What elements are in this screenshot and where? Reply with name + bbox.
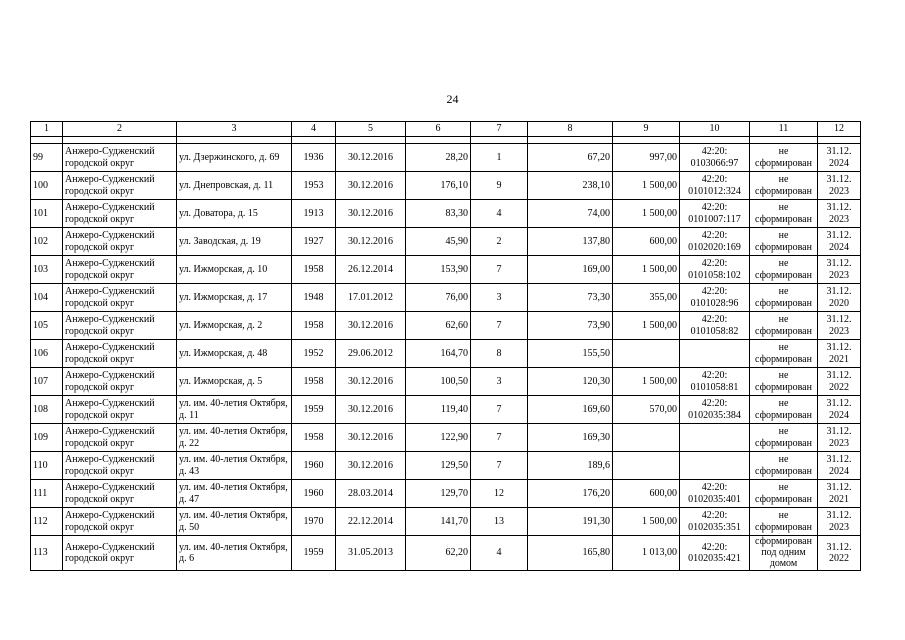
build-year-cell: 1958 [292, 424, 336, 452]
date-cell: 28.03.2014 [336, 480, 406, 508]
build-year-cell: 1936 [292, 144, 336, 172]
build-year-cell: 1952 [292, 340, 336, 368]
municipality-cell: Анжеро-Судженский городской округ [63, 424, 177, 452]
residents-cell: 12 [471, 480, 528, 508]
area-cell: 28,20 [406, 144, 471, 172]
area-cell: 76,00 [406, 284, 471, 312]
area-cell: 45,90 [406, 228, 471, 256]
row-number-cell: 103 [31, 256, 63, 284]
residents-cell: 4 [471, 536, 528, 571]
area-cell: 153,90 [406, 256, 471, 284]
spacer-cell [406, 137, 471, 144]
date-cell: 26.12.2014 [336, 256, 406, 284]
cadastral-number-cell [680, 452, 750, 480]
date-cell: 30.12.2016 [336, 368, 406, 396]
column-9-cell: 570,00 [613, 396, 680, 424]
municipality-cell: Анжеро-Судженский городской округ [63, 312, 177, 340]
spacer-cell [528, 137, 613, 144]
spacer-cell [818, 137, 861, 144]
table-row [31, 508, 861, 536]
table-row [31, 368, 861, 396]
table-row [31, 480, 861, 508]
area-cell: 100,50 [406, 368, 471, 396]
date-cell: 30.12.2016 [336, 312, 406, 340]
residents-cell: 3 [471, 368, 528, 396]
spacer-cell [336, 137, 406, 144]
column-9-cell: 600,00 [613, 228, 680, 256]
land-status-cell: не сформирован [750, 144, 818, 172]
municipality-cell: Анжеро-Судженский городской округ [63, 200, 177, 228]
address-cell: ул. им. 40-летия Октября, д. 6 [177, 536, 292, 571]
municipality-cell: Анжеро-Судженский городской округ [63, 396, 177, 424]
term-date-cell: 31.12. 2023 [818, 256, 861, 284]
residents-cell: 7 [471, 396, 528, 424]
build-year-cell: 1960 [292, 480, 336, 508]
column-number-cell: 11 [750, 122, 818, 137]
residents-cell: 9 [471, 172, 528, 200]
row-number-cell: 99 [31, 144, 63, 172]
spacer-cell [63, 137, 177, 144]
municipality-cell: Анжеро-Судженский городской округ [63, 368, 177, 396]
cadastral-number-cell: 42:20: 0103066:97 [680, 144, 750, 172]
land-status-cell: сформирован под одним домом [750, 536, 818, 571]
build-year-cell: 1958 [292, 312, 336, 340]
cadastral-number-cell [680, 340, 750, 368]
build-year-cell: 1913 [292, 200, 336, 228]
area-cell: 62,60 [406, 312, 471, 340]
cadastral-number-cell: 42:20: 0102020:169 [680, 228, 750, 256]
table-row [31, 200, 861, 228]
spacer-cell [177, 137, 292, 144]
address-cell: ул. им. 40-летия Октября, д. 22 [177, 424, 292, 452]
column-8-cell: 238,10 [528, 172, 613, 200]
address-cell: ул. Днепровская, д. 11 [177, 172, 292, 200]
row-number-cell: 109 [31, 424, 63, 452]
address-cell: ул. им. 40-летия Октября, д. 50 [177, 508, 292, 536]
land-status-cell: не сформирован [750, 452, 818, 480]
build-year-cell: 1953 [292, 172, 336, 200]
term-date-cell: 31.12. 2023 [818, 200, 861, 228]
column-9-cell: 1 500,00 [613, 256, 680, 284]
row-number-cell: 111 [31, 480, 63, 508]
residents-cell: 4 [471, 200, 528, 228]
date-cell: 30.12.2016 [336, 396, 406, 424]
area-cell: 119,40 [406, 396, 471, 424]
row-number-cell: 113 [31, 536, 63, 571]
column-9-cell [613, 424, 680, 452]
residents-cell: 3 [471, 284, 528, 312]
date-cell: 17.01.2012 [336, 284, 406, 312]
row-number-cell: 107 [31, 368, 63, 396]
term-date-cell: 31.12. 2022 [818, 536, 861, 571]
table-row [31, 452, 861, 480]
column-9-cell [613, 340, 680, 368]
column-9-cell: 1 500,00 [613, 172, 680, 200]
cadastral-number-cell: 42:20: 0102035:401 [680, 480, 750, 508]
column-8-cell: 120,30 [528, 368, 613, 396]
column-number-cell: 7 [471, 122, 528, 137]
term-date-cell: 31.12. 2021 [818, 480, 861, 508]
column-number-row [31, 122, 861, 137]
column-number-cell: 2 [63, 122, 177, 137]
municipality-cell: Анжеро-Судженский городской округ [63, 144, 177, 172]
spacer-cell [31, 137, 63, 144]
term-date-cell: 31.12. 2023 [818, 312, 861, 340]
build-year-cell: 1959 [292, 536, 336, 571]
municipality-cell: Анжеро-Судженский городской округ [63, 480, 177, 508]
date-cell: 30.12.2016 [336, 172, 406, 200]
row-number-cell: 112 [31, 508, 63, 536]
term-date-cell: 31.12. 2023 [818, 424, 861, 452]
land-status-cell: не сформирован [750, 256, 818, 284]
column-9-cell: 1 500,00 [613, 200, 680, 228]
cadastral-number-cell: 42:20: 0101028:96 [680, 284, 750, 312]
land-status-cell: не сформирован [750, 480, 818, 508]
spacer-cell [292, 137, 336, 144]
column-9-cell: 355,00 [613, 284, 680, 312]
residents-cell: 13 [471, 508, 528, 536]
term-date-cell: 31.12. 2022 [818, 368, 861, 396]
cadastral-number-cell: 42:20: 0102035:351 [680, 508, 750, 536]
column-8-cell: 137,80 [528, 228, 613, 256]
date-cell: 22.12.2014 [336, 508, 406, 536]
table-row [31, 396, 861, 424]
table-row [31, 340, 861, 368]
column-8-cell: 169,00 [528, 256, 613, 284]
land-status-cell: не сформирован [750, 228, 818, 256]
column-8-cell: 67,20 [528, 144, 613, 172]
cadastral-number-cell [680, 424, 750, 452]
column-number-cell: 4 [292, 122, 336, 137]
column-number-cell: 5 [336, 122, 406, 137]
date-cell: 30.12.2016 [336, 424, 406, 452]
column-8-cell: 74,00 [528, 200, 613, 228]
area-cell: 129,50 [406, 452, 471, 480]
cadastral-number-cell: 42:20: 0102035:421 [680, 536, 750, 571]
row-number-cell: 106 [31, 340, 63, 368]
area-cell: 141,70 [406, 508, 471, 536]
land-status-cell: не сформирован [750, 340, 818, 368]
residents-cell: 7 [471, 424, 528, 452]
municipality-cell: Анжеро-Судженский городской округ [63, 340, 177, 368]
municipality-cell: Анжеро-Судженский городской округ [63, 536, 177, 571]
spacer-cell [750, 137, 818, 144]
column-number-cell: 1 [31, 122, 63, 137]
area-cell: 164,70 [406, 340, 471, 368]
row-number-cell: 108 [31, 396, 63, 424]
residents-cell: 2 [471, 228, 528, 256]
table-row [31, 424, 861, 452]
table-row [31, 144, 861, 172]
table-row [31, 312, 861, 340]
spacer-cell [680, 137, 750, 144]
term-date-cell: 31.12. 2024 [818, 396, 861, 424]
row-number-cell: 110 [31, 452, 63, 480]
cadastral-number-cell: 42:20: 0101058:81 [680, 368, 750, 396]
term-date-cell: 31.12. 2024 [818, 228, 861, 256]
column-number-cell: 10 [680, 122, 750, 137]
column-8-cell: 169,30 [528, 424, 613, 452]
build-year-cell: 1927 [292, 228, 336, 256]
table-row [31, 284, 861, 312]
row-number-cell: 104 [31, 284, 63, 312]
housing-registry-table [30, 121, 861, 571]
column-9-cell: 600,00 [613, 480, 680, 508]
term-date-cell: 31.12. 2020 [818, 284, 861, 312]
table-row [31, 256, 861, 284]
address-cell: ул. им. 40-летия Октября, д. 11 [177, 396, 292, 424]
cadastral-number-cell: 42:20: 0101058:82 [680, 312, 750, 340]
municipality-cell: Анжеро-Судженский городской округ [63, 284, 177, 312]
residents-cell: 7 [471, 452, 528, 480]
area-cell: 83,30 [406, 200, 471, 228]
spacer-cell [613, 137, 680, 144]
column-8-cell: 73,30 [528, 284, 613, 312]
row-number-cell: 101 [31, 200, 63, 228]
build-year-cell: 1958 [292, 368, 336, 396]
term-date-cell: 31.12. 2021 [818, 340, 861, 368]
land-status-cell: не сформирован [750, 396, 818, 424]
row-number-cell: 105 [31, 312, 63, 340]
term-date-cell: 31.12. 2024 [818, 452, 861, 480]
address-cell: ул. Доватора, д. 15 [177, 200, 292, 228]
municipality-cell: Анжеро-Судженский городской округ [63, 452, 177, 480]
build-year-cell: 1948 [292, 284, 336, 312]
build-year-cell: 1959 [292, 396, 336, 424]
date-cell: 30.12.2016 [336, 228, 406, 256]
column-8-cell: 169,60 [528, 396, 613, 424]
column-number-cell: 3 [177, 122, 292, 137]
cadastral-number-cell: 42:20: 0102035:384 [680, 396, 750, 424]
column-number-cell: 8 [528, 122, 613, 137]
column-9-cell: 1 013,00 [613, 536, 680, 571]
residents-cell: 7 [471, 312, 528, 340]
date-cell: 30.12.2016 [336, 452, 406, 480]
column-9-cell: 997,00 [613, 144, 680, 172]
residents-cell: 1 [471, 144, 528, 172]
cadastral-number-cell: 42:20: 0101007:117 [680, 200, 750, 228]
cadastral-number-cell: 42:20: 0101012:324 [680, 172, 750, 200]
land-status-cell: не сформирован [750, 284, 818, 312]
address-cell: ул. им. 40-летия Октября, д. 47 [177, 480, 292, 508]
column-8-cell: 165,80 [528, 536, 613, 571]
table-row [31, 172, 861, 200]
build-year-cell: 1970 [292, 508, 336, 536]
address-cell: ул. им. 40-летия Октября, д. 43 [177, 452, 292, 480]
area-cell: 62,20 [406, 536, 471, 571]
header-spacer-row [31, 137, 861, 144]
land-status-cell: не сформирован [750, 200, 818, 228]
municipality-cell: Анжеро-Судженский городской округ [63, 256, 177, 284]
address-cell: ул. Ижморская, д. 2 [177, 312, 292, 340]
municipality-cell: Анжеро-Судженский городской округ [63, 508, 177, 536]
column-8-cell: 155,50 [528, 340, 613, 368]
column-8-cell: 176,20 [528, 480, 613, 508]
residents-cell: 7 [471, 256, 528, 284]
address-cell: ул. Дзержинского, д. 69 [177, 144, 292, 172]
date-cell: 29.06.2012 [336, 340, 406, 368]
page-number: 24 [446, 92, 459, 106]
column-9-cell: 1 500,00 [613, 312, 680, 340]
column-8-cell: 189,6 [528, 452, 613, 480]
column-number-cell: 6 [406, 122, 471, 137]
column-number-cell: 9 [613, 122, 680, 137]
column-9-cell [613, 452, 680, 480]
date-cell: 30.12.2016 [336, 144, 406, 172]
term-date-cell: 31.12. 2024 [818, 144, 861, 172]
address-cell: ул. Ижморская, д. 17 [177, 284, 292, 312]
land-status-cell: не сформирован [750, 172, 818, 200]
area-cell: 176,10 [406, 172, 471, 200]
column-9-cell: 1 500,00 [613, 508, 680, 536]
land-status-cell: не сформирован [750, 368, 818, 396]
build-year-cell: 1960 [292, 452, 336, 480]
column-8-cell: 191,30 [528, 508, 613, 536]
land-status-cell: не сформирован [750, 312, 818, 340]
cadastral-number-cell: 42:20: 0101058:102 [680, 256, 750, 284]
address-cell: ул. Ижморская, д. 5 [177, 368, 292, 396]
term-date-cell: 31.12. 2023 [818, 172, 861, 200]
column-9-cell: 1 500,00 [613, 368, 680, 396]
term-date-cell: 31.12. 2023 [818, 508, 861, 536]
date-cell: 30.12.2016 [336, 200, 406, 228]
address-cell: ул. Заводская, д. 19 [177, 228, 292, 256]
address-cell: ул. Ижморская, д. 48 [177, 340, 292, 368]
spacer-cell [471, 137, 528, 144]
municipality-cell: Анжеро-Судженский городской округ [63, 172, 177, 200]
table-body [31, 122, 861, 571]
date-cell: 31.05.2013 [336, 536, 406, 571]
build-year-cell: 1958 [292, 256, 336, 284]
table-row [31, 228, 861, 256]
row-number-cell: 102 [31, 228, 63, 256]
column-number-cell: 12 [818, 122, 861, 137]
area-cell: 122,90 [406, 424, 471, 452]
residents-cell: 8 [471, 340, 528, 368]
land-status-cell: не сформирован [750, 508, 818, 536]
column-8-cell: 73,90 [528, 312, 613, 340]
table-row [31, 536, 861, 571]
municipality-cell: Анжеро-Судженский городской округ [63, 228, 177, 256]
row-number-cell: 100 [31, 172, 63, 200]
address-cell: ул. Ижморская, д. 10 [177, 256, 292, 284]
area-cell: 129,70 [406, 480, 471, 508]
land-status-cell: не сформирован [750, 424, 818, 452]
